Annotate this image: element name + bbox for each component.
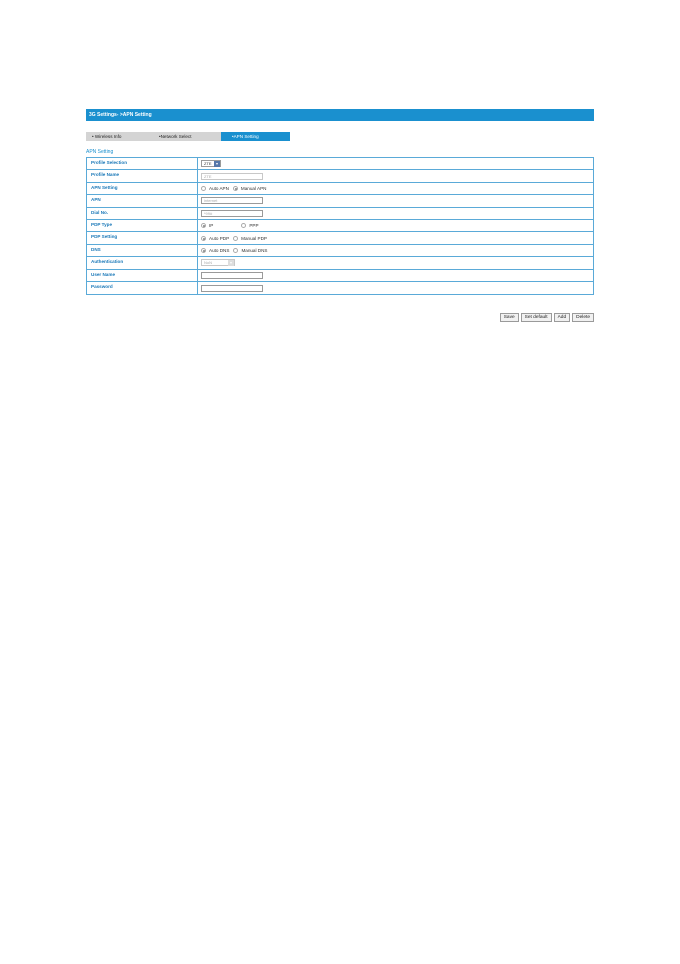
form-row-pdp-setting [87, 232, 593, 244]
dns-label: DNS [87, 245, 198, 256]
user-name-label: User Name [87, 270, 198, 281]
chevron-down-icon [228, 260, 234, 266]
password-label: Password [87, 282, 198, 294]
form-row-authentication [87, 257, 593, 269]
page-title-bar [86, 109, 594, 121]
form-row-password [87, 282, 593, 294]
form-row-apn [87, 195, 593, 207]
delete-button[interactable]: Delete [572, 313, 594, 322]
form-row-profile-selection [87, 158, 593, 170]
auto-dns-radio[interactable] [201, 248, 206, 253]
tab-network-select[interactable]: •Network Select [153, 132, 221, 141]
user-name-input[interactable] [201, 272, 263, 279]
ppp-label: PPP [249, 223, 259, 229]
form-row-profile-name [87, 170, 593, 182]
authentication-value: NoN [204, 260, 213, 266]
form-row-pdp-type [87, 220, 593, 232]
dial-no-label: Dial No. [87, 208, 198, 219]
auto-dns-label: Auto DNS [209, 247, 230, 253]
save-button[interactable]: Save [500, 313, 519, 322]
profile-name-label: Profile Name [87, 170, 198, 181]
section-title: APN Setting [86, 149, 114, 155]
form-row-dial-no [87, 208, 593, 220]
apn-label: APN [87, 195, 198, 206]
set-default-button[interactable]: Set default [521, 313, 552, 322]
dial-no-input[interactable]: *99# [201, 210, 263, 217]
password-input[interactable] [201, 285, 263, 292]
form-row-dns [87, 245, 593, 257]
manual-dns-label: Manual DNS [241, 247, 268, 253]
apn-settings-form [86, 157, 594, 295]
add-button[interactable]: Add [554, 313, 571, 322]
manual-dns-radio[interactable] [233, 248, 238, 253]
profile-selection-value: ZTE [204, 161, 212, 167]
manual-apn-radio[interactable] [233, 186, 238, 191]
manual-pdp-radio[interactable] [233, 236, 238, 241]
ppp-radio[interactable] [241, 223, 246, 228]
profile-name-input[interactable]: ZTE [201, 173, 263, 180]
page-title: 3G Settings- >APN Setting [89, 112, 152, 118]
auto-apn-label: Auto APN [209, 185, 229, 191]
ip-label: IP [209, 223, 214, 229]
tab-apn-setting[interactable]: •APN Setting [221, 132, 290, 141]
manual-pdp-label: Manual PDP [241, 235, 267, 241]
profile-selection-label: Profile Selection [87, 158, 198, 169]
tab-wireless-info[interactable]: • Wireless Info [86, 132, 153, 141]
manual-apn-label: Manual APN [240, 185, 267, 191]
pdp-setting-label: PDP Setting [87, 232, 198, 243]
tab-bar [86, 132, 290, 141]
apn-setting-label: APN Setting [87, 183, 198, 194]
apn-input[interactable]: internet [201, 197, 263, 204]
form-row-user-name [87, 270, 593, 282]
auto-pdp-radio[interactable] [201, 236, 206, 241]
form-row-apn-setting [87, 183, 593, 195]
profile-selection-dropdown[interactable] [201, 160, 221, 167]
ip-radio[interactable] [201, 223, 206, 228]
auto-apn-radio[interactable] [201, 186, 206, 191]
authentication-dropdown[interactable] [201, 259, 235, 266]
auto-pdp-label: Auto PDP [209, 235, 230, 241]
authentication-label: Authentication [87, 257, 198, 268]
chevron-down-icon [214, 161, 220, 167]
pdp-type-label: PDP Type [87, 220, 198, 231]
action-buttons [500, 313, 594, 322]
